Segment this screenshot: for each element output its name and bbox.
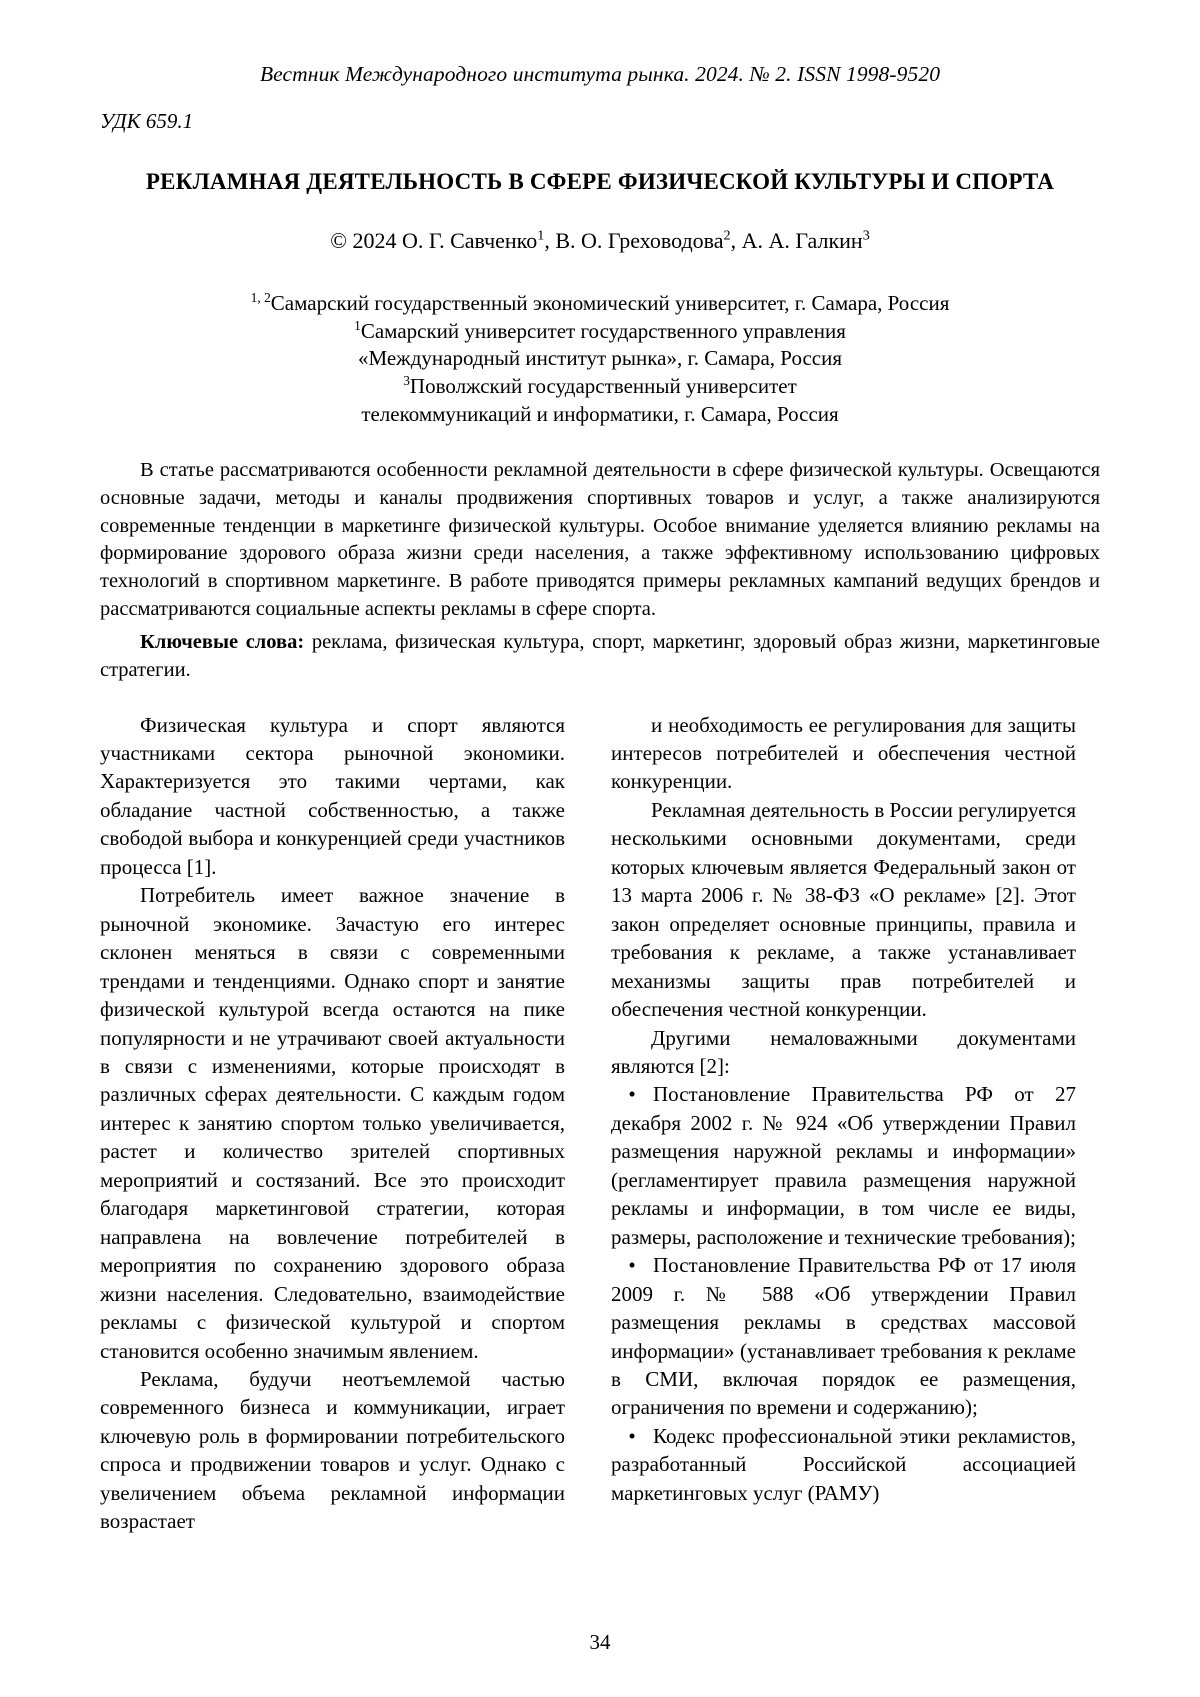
keywords-text: реклама, физическая культура, спорт, маркетинг, здоровый образ жизни, маркетинговые стратегии.: [100, 631, 1100, 681]
page-title: РЕКЛАМНАЯ ДЕЯТЕЛЬНОСТЬ В СФЕРЕ ФИЗИЧЕСКОЙ КУЛЬТУРЫ И СПОРТА: [145, 169, 1055, 194]
udc-code: УДК 659.1: [100, 109, 194, 133]
body-columns: [100, 711, 1100, 1536]
affiliation-line: [100, 318, 1100, 346]
affiliation-sup: 1, 2: [250, 289, 271, 305]
bullet-icon: •: [628, 1253, 636, 1278]
body-paragraph: Потребитель имеет важное значение в рыночной экономике. Зачастую его интерес склонен меняться в связи с современными трендами и тенденциями. Однако спорт и занятие физической культурой всегда остаются на пике популярности и не утрачивают своей актуальности в связи с изменениями, которые происходят в различных сферах деятельности. С каждым годом интерес к занятию спортом только увеличивается, растет и количество зрителей спортивных мероприятий и состязаний. Все это происходит благодаря маркетинговой стратегии, которая направлена на вовлечение потребителей в мероприятия по сохранению здорового образа жизни населения. Следовательно, взаимодействие рекламы с физической культурой и спортом становится особенно значимым явлением.: [100, 883, 565, 1363]
body-paragraph: Реклама, будучи неотъемлемой частью современного бизнеса и коммуникации, играет ключевую роль в формировании потребительского спроса и продвижении товаров и услуг. Однако с увеличением объема рекламной информации возрастает: [100, 1367, 565, 1534]
affiliation-line: [100, 345, 1100, 373]
authors-line: [100, 228, 1100, 254]
affiliation-sup: 1: [354, 317, 361, 333]
page-number: 34: [589, 1630, 611, 1654]
keywords-label: Ключевые слова:: [140, 631, 305, 654]
affiliations-block: [100, 290, 1100, 430]
body-paragraph: Физическая культура и спорт являются участниками сектора рыночной экономики. Характеризуется это такими чертами, как обладание частной собственностью, а также свободой выбора и конкуренцией среди участников процесса [1].: [100, 712, 565, 879]
author-mid-2: , А. А. Галкин: [730, 227, 863, 253]
list-item: [611, 1080, 1076, 1251]
list-item-text: Постановление Правительства РФ от 27 декабря 2002 г. № 924 «Об утверждении Правил размещения наружной рекламы и информации» (регламентирует правила размещения наружной рекламы и информации, в том числе ее виды, размеры, расположение и технические требования);: [611, 1082, 1076, 1249]
bullet-icon: •: [628, 1423, 636, 1448]
affiliation-line: [100, 373, 1100, 401]
affiliation-text: телекоммуникаций и информатики, г. Самара, Россия: [361, 402, 839, 427]
right-column: [611, 711, 1076, 1536]
affiliation-sup: 3: [403, 373, 410, 389]
list-item-text: Кодекс профессиональной этики рекламистов, разработанный Российской ассоциацией маркетинговых услуг (РАМУ): [611, 1423, 1076, 1505]
author-mid-1: , В. О. Греховодова: [544, 227, 724, 253]
affiliation-text: «Международный институт рынка», г. Самара, Россия: [357, 346, 843, 371]
list-item-text: Постановление Правительства РФ от 17 июля 2009 г. № 588 «Об утверждении Правил размещения рекламы в средствах массовой информации» (устанавливает требования к рекламе в СМИ, включая порядок ее размещения, ограничения по времени и содержанию);: [611, 1253, 1076, 1420]
affiliation-text: Самарский университет государственного управления: [360, 318, 846, 343]
affiliation-text: Поволжский государственный университет: [409, 374, 797, 399]
body-paragraph: Рекламная деятельность в России регулируется несколькими основными документами, среди которых ключевым является Федеральный закон от 13 марта 2006 г. № 38-ФЗ «О рекламе» [2]. Этот закон определяет основные принципы, правила и требования к рекламе, а также устанавливает механизмы защиты прав потребителей и обеспечения честной конкуренции.: [611, 797, 1076, 1022]
affiliation-text: Самарский государственный экономический университет, г. Самара, Россия: [270, 290, 950, 315]
journal-running-head: Вестник Международного института рынка. 2024. № 2. ISSN 1998-9520: [259, 62, 941, 86]
abstract-text: В статье рассматриваются особенности рекламной деятельности в сфере физической культуры. Освещаются основные задачи, методы и каналы продвижения спортивных товаров и услуг, а также анализируются современные тенденции в маркетинге физической культуры. Особое внимание уделяется влиянию рекламы на формирование здорового образа жизни среди населения, а также эффективному использованию цифровых технологий в спортивном маркетинге. В работе приводятся примеры рекламных кампаний ведущих брендов и рассматриваются социальные аспекты рекламы в сфере спорта.: [100, 459, 1100, 620]
body-paragraph: Другими немаловажными документами являются [2]:: [611, 1025, 1076, 1079]
left-column: [100, 711, 565, 1536]
bullet-icon: •: [628, 1082, 636, 1107]
affiliation-line: [100, 290, 1100, 318]
author-sup-2: 2: [723, 227, 731, 244]
list-item: [611, 1251, 1076, 1422]
author-copyright: © 2024 О. Г. Савченко: [330, 227, 538, 253]
author-sup-1: 1: [537, 227, 545, 244]
body-paragraph: и необходимость ее регулирования для защиты интересов потребителей и обеспечения честной конкуренции.: [611, 712, 1076, 794]
list-item: [611, 1422, 1076, 1507]
keywords-block: [100, 629, 1100, 684]
author-sup-3: 3: [862, 227, 870, 244]
affiliation-line: [100, 401, 1100, 429]
